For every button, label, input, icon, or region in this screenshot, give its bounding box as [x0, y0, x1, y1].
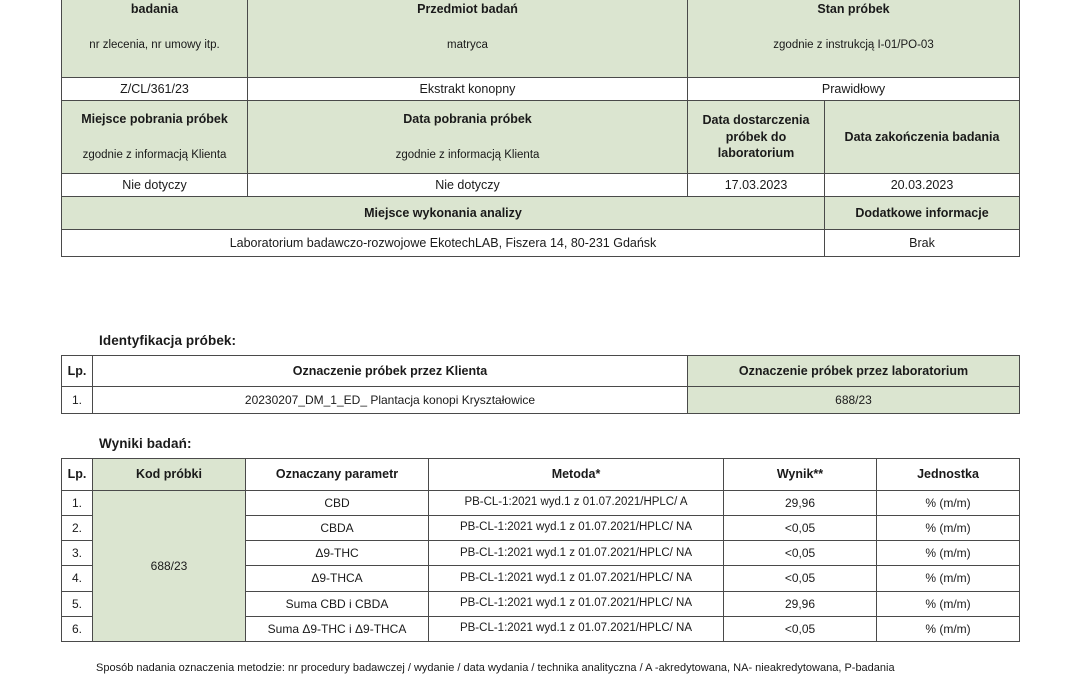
- results-row-method: PB-CL-1:2021 wyd.1 z 01.07.2021/HPLC/ NA: [429, 516, 724, 541]
- results-row-result: <0,05: [724, 541, 877, 566]
- info-value-condition: Prawidłowy: [688, 78, 1020, 101]
- results-row-lp: 3.: [62, 541, 93, 566]
- results-row-result: <0,05: [724, 616, 877, 641]
- ident-row-client-designation: 20230207_DM_1_ED_ Plantacja konopi Kryształowice: [93, 387, 688, 414]
- info-sampling-date-subtitle: zgodnie z informacją Klienta: [395, 148, 540, 161]
- info-header-row-1: [62, 0, 1020, 78]
- results-header-parameter: Oznaczany parametr: [246, 459, 429, 491]
- sample-info-table: [61, 0, 1020, 257]
- info-order-subtitle: nr zlecenia, nr umowy itp.: [89, 38, 220, 51]
- results-row-unit: % (m/m): [877, 566, 1020, 591]
- ident-header-lab-designation: Oznaczenie próbek przez laboratorium: [688, 356, 1020, 387]
- results-header-sample-code: Kod próbki: [93, 459, 246, 491]
- results-header-lp: Lp.: [62, 459, 93, 491]
- info-subject-subtitle: matryca: [447, 38, 488, 51]
- results-row-parameter: Suma CBD i CBDA: [246, 591, 429, 616]
- ident-header-lp: Lp.: [62, 356, 93, 387]
- info-condition-title: Stan próbek: [817, 1, 890, 16]
- info-value-row-2: [62, 174, 1020, 197]
- results-row-method: PB-CL-1:2021 wyd.1 z 01.07.2021/HPLC/ NA: [429, 541, 724, 566]
- results-sample-code-value: 688/23: [93, 490, 246, 641]
- info-value-additional: Brak: [825, 230, 1020, 257]
- results-header-unit: Jednostka: [877, 459, 1020, 491]
- results-row-result: <0,05: [724, 516, 877, 541]
- info-value-finish-date: 20.03.2023: [825, 174, 1020, 197]
- table-row: [62, 387, 1020, 414]
- results-row-lp: 5.: [62, 591, 93, 616]
- results-row-lp: 4.: [62, 566, 93, 591]
- results-row-method: PB-CL-1:2021 wyd.1 z 01.07.2021/HPLC/ A: [429, 490, 724, 515]
- results-row-method: PB-CL-1:2021 wyd.1 z 01.07.2021/HPLC/ NA: [429, 591, 724, 616]
- info-value-sampling-date: Nie dotyczy: [248, 174, 688, 197]
- info-value-row-3: [62, 230, 1020, 257]
- identification-table: [61, 355, 1020, 414]
- info-cell-condition-header: [688, 0, 1020, 78]
- info-order-title: badania: [130, 1, 179, 16]
- info-value-order-number: Z/CL/361/23: [62, 78, 248, 101]
- results-row-parameter: Δ9-THC: [246, 541, 429, 566]
- results-row-result: 29,96: [724, 591, 877, 616]
- info-cell-subject-header: [248, 0, 688, 78]
- results-row-unit: % (m/m): [877, 490, 1020, 515]
- ident-row-lp: 1.: [62, 387, 93, 414]
- results-row-lp: 1.: [62, 490, 93, 515]
- info-value-delivery-date: 17.03.2023: [688, 174, 825, 197]
- results-row-method: PB-CL-1:2021 wyd.1 z 01.07.2021/HPLC/ NA: [429, 566, 724, 591]
- results-row-parameter: CBD: [246, 490, 429, 515]
- results-row-lp: 6.: [62, 616, 93, 641]
- results-row-unit: % (m/m): [877, 541, 1020, 566]
- info-subject-title: Przedmiot badań: [417, 1, 518, 16]
- info-header-row-2: [62, 101, 1020, 174]
- results-header-row: [62, 459, 1020, 491]
- results-table: [61, 458, 1020, 642]
- info-sampling-place-subtitle: zgodnie z informacją Klienta: [82, 148, 227, 161]
- results-header-method: Metoda*: [429, 459, 724, 491]
- results-row-result: <0,05: [724, 566, 877, 591]
- info-sampling-place-title: Miejsce pobrania próbek: [81, 111, 228, 126]
- info-value-row-1: [62, 78, 1020, 101]
- info-cell-sampling-place-header: [62, 101, 248, 174]
- results-row-result: 29,96: [724, 490, 877, 515]
- info-condition-subtitle: zgodnie z instrukcją I-01/PO-03: [773, 38, 934, 51]
- info-cell-order-header: [62, 0, 248, 78]
- info-value-subject: Ekstrakt konopny: [248, 78, 688, 101]
- identification-header-row: [62, 356, 1020, 387]
- info-cell-additional-header: Dodatkowe informacje: [825, 197, 1020, 230]
- identification-caption: Identyfikacja próbek:: [99, 333, 237, 348]
- ident-row-lab-designation: 688/23: [688, 387, 1020, 414]
- results-header-result: Wynik**: [724, 459, 877, 491]
- results-row-method: PB-CL-1:2021 wyd.1 z 01.07.2021/HPLC/ NA: [429, 616, 724, 641]
- info-value-analysis-place: Laboratorium badawczo-rozwojowe EkotechLAB, Fiszera 14, 80-231 Gdańsk: [62, 230, 825, 257]
- table-row: [62, 490, 1020, 515]
- info-cell-analysis-place-header: Miejsce wykonania analizy: [62, 197, 825, 230]
- info-cell-delivery-date-header: Data dostarczenia próbek do laboratorium: [688, 101, 825, 174]
- method-designation-footnote: Sposób nadania oznaczenia metodzie: nr procedury badawczej / wydanie / data wydania / technika analityczna / A -akredytowana, NA- nieakredytowana, P-badania: [96, 662, 895, 674]
- info-cell-sampling-date-header: [248, 101, 688, 174]
- results-row-parameter: Δ9-THCA: [246, 566, 429, 591]
- results-row-parameter: CBDA: [246, 516, 429, 541]
- info-cell-finish-date-header: Data zakończenia badania: [825, 101, 1020, 174]
- info-value-sampling-place: Nie dotyczy: [62, 174, 248, 197]
- results-row-unit: % (m/m): [877, 591, 1020, 616]
- results-row-unit: % (m/m): [877, 616, 1020, 641]
- results-caption: Wyniki badań:: [99, 436, 192, 451]
- results-row-parameter: Suma Δ9-THC i Δ9-THCA: [246, 616, 429, 641]
- results-row-lp: 2.: [62, 516, 93, 541]
- results-row-unit: % (m/m): [877, 516, 1020, 541]
- info-sampling-date-title: Data pobrania próbek: [403, 111, 532, 126]
- ident-header-client-designation: Oznaczenie próbek przez Klienta: [93, 356, 688, 387]
- info-header-row-3: [62, 197, 1020, 230]
